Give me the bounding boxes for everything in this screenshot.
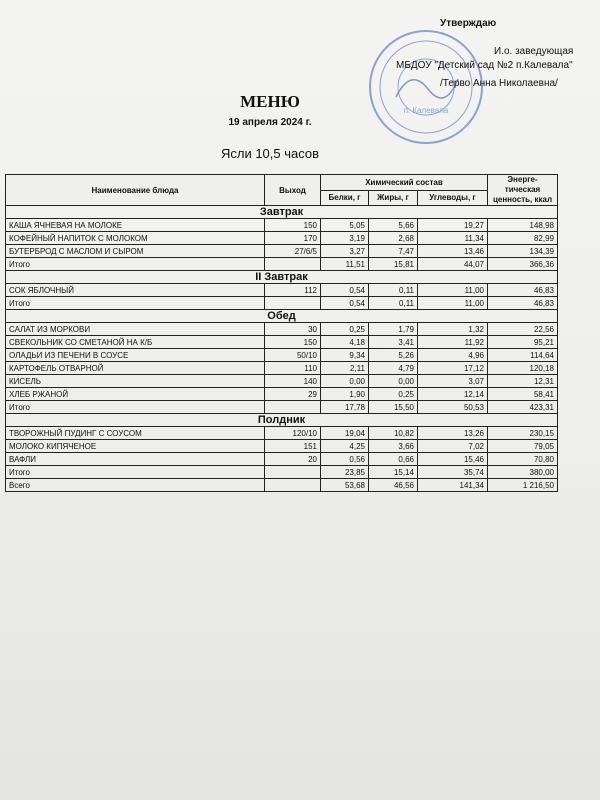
dish-yield: 30	[265, 323, 321, 336]
total-energy: 366,36	[488, 258, 558, 271]
total-carbs: 50,53	[418, 401, 488, 414]
approver-name: /Терво Анна Николаевна/	[440, 78, 558, 89]
header-chem: Химический состав	[321, 175, 488, 191]
dish-carbs: 11,92	[418, 336, 488, 349]
age-group: Ясли 10,5 часов	[220, 146, 320, 161]
total-yield-empty	[265, 258, 321, 271]
grand-total-energy: 1 216,50	[488, 479, 558, 492]
dish-protein: 2,11	[321, 362, 369, 375]
dish-carbs: 12,14	[418, 388, 488, 401]
table-row	[6, 232, 558, 245]
dish-protein: 3,27	[321, 245, 369, 258]
dish-yield: 151	[265, 440, 321, 453]
section-header	[6, 310, 558, 323]
dish-protein: 4,18	[321, 336, 369, 349]
dish-fat: 0,25	[369, 388, 418, 401]
grand-total-row	[6, 479, 558, 492]
total-yield-empty	[265, 401, 321, 414]
table-row	[6, 440, 558, 453]
dish-energy: 120,18	[488, 362, 558, 375]
dish-energy: 134,39	[488, 245, 558, 258]
dish-name: СОК ЯБЛОЧНЫЙ	[6, 284, 265, 297]
dish-protein: 0,54	[321, 284, 369, 297]
total-protein: 23,85	[321, 466, 369, 479]
total-label: Итого	[6, 466, 265, 479]
total-fat: 15,50	[369, 401, 418, 414]
total-protein: 17,78	[321, 401, 369, 414]
table-row	[6, 284, 558, 297]
dish-carbs: 11,00	[418, 284, 488, 297]
section-title: Обед	[6, 310, 558, 323]
dish-yield: 29	[265, 388, 321, 401]
dish-fat: 5,66	[369, 219, 418, 232]
menu-table	[5, 174, 558, 492]
total-label: Итого	[6, 258, 265, 271]
dish-name: ХЛЕБ РЖАНОЙ	[6, 388, 265, 401]
dish-yield: 150	[265, 336, 321, 349]
dish-yield: 140	[265, 375, 321, 388]
dish-name: ТВОРОЖНЫЙ ПУДИНГ С СОУСОМ	[6, 427, 265, 440]
dish-name: САЛАТ ИЗ МОРКОВИ	[6, 323, 265, 336]
section-header	[6, 414, 558, 427]
total-fat: 0,11	[369, 297, 418, 310]
header-dish: Наименование блюда	[6, 175, 265, 206]
stamp-text: п. Калевала	[403, 106, 449, 115]
dish-carbs: 4,96	[418, 349, 488, 362]
section-title: Полдник	[6, 414, 558, 427]
dish-carbs: 11,34	[418, 232, 488, 245]
menu-body	[6, 206, 558, 492]
approval-heading: Утверждаю	[440, 18, 497, 29]
dish-fat: 5,26	[369, 349, 418, 362]
dish-protein: 0,56	[321, 453, 369, 466]
table-row	[6, 427, 558, 440]
total-yield-empty	[265, 297, 321, 310]
header-protein: Белки, г	[321, 190, 369, 206]
dish-fat: 0,66	[369, 453, 418, 466]
header-energy: Энерге-тическая ценность, ккал	[488, 175, 558, 206]
dish-fat: 4,79	[369, 362, 418, 375]
total-energy: 46,83	[488, 297, 558, 310]
dish-protein: 3,19	[321, 232, 369, 245]
total-fat: 15,81	[369, 258, 418, 271]
table-row	[6, 323, 558, 336]
dish-fat: 0,00	[369, 375, 418, 388]
dish-fat: 0,11	[369, 284, 418, 297]
section-title: Завтрак	[6, 206, 558, 219]
section-total-row	[6, 401, 558, 414]
dish-energy: 95,21	[488, 336, 558, 349]
table-row	[6, 349, 558, 362]
section-total-row	[6, 258, 558, 271]
section-total-row	[6, 466, 558, 479]
dish-protein: 1,90	[321, 388, 369, 401]
table-row	[6, 219, 558, 232]
dish-fat: 2,68	[369, 232, 418, 245]
dish-name: ВАФЛИ	[6, 453, 265, 466]
dish-fat: 7,47	[369, 245, 418, 258]
dish-name: КАША ЯЧНЕВАЯ НА МОЛОКЕ	[6, 219, 265, 232]
total-label: Итого	[6, 297, 265, 310]
approver-organization: МБДОУ "Детский сад №2 п.Калевала"	[396, 60, 573, 71]
dish-energy: 114,64	[488, 349, 558, 362]
dish-fat: 1,79	[369, 323, 418, 336]
dish-name: БУТЕРБРОД С МАСЛОМ И СЫРОМ	[6, 245, 265, 258]
section-header	[6, 206, 558, 219]
dish-protein: 4,25	[321, 440, 369, 453]
table-row	[6, 375, 558, 388]
dish-yield: 170	[265, 232, 321, 245]
table-row	[6, 453, 558, 466]
dish-energy: 58,41	[488, 388, 558, 401]
total-fat: 15,14	[369, 466, 418, 479]
total-carbs: 35,74	[418, 466, 488, 479]
dish-fat: 10,82	[369, 427, 418, 440]
dish-protein: 19,04	[321, 427, 369, 440]
table-row	[6, 336, 558, 349]
grand-total-label: Всего	[6, 479, 265, 492]
table-row	[6, 245, 558, 258]
dish-protein: 9,34	[321, 349, 369, 362]
dish-name: КИСЕЛЬ	[6, 375, 265, 388]
dish-yield: 150	[265, 219, 321, 232]
dish-energy: 230,15	[488, 427, 558, 440]
dish-yield: 20	[265, 453, 321, 466]
dish-yield: 110	[265, 362, 321, 375]
dish-yield: 50/10	[265, 349, 321, 362]
dish-energy: 12,31	[488, 375, 558, 388]
dish-name: МОЛОКО КИПЯЧЕНОЕ	[6, 440, 265, 453]
dish-yield: 120/10	[265, 427, 321, 440]
dish-energy: 82,99	[488, 232, 558, 245]
dish-energy: 70,80	[488, 453, 558, 466]
total-protein: 0,54	[321, 297, 369, 310]
dish-carbs: 19,27	[418, 219, 488, 232]
dish-name: СВЕКОЛЬНИК СО СМЕТАНОЙ НА К/Б	[6, 336, 265, 349]
dish-carbs: 17,12	[418, 362, 488, 375]
section-total-row	[6, 297, 558, 310]
section-title: II Завтрак	[6, 271, 558, 284]
header-fat: Жиры, г	[369, 190, 418, 206]
dish-yield: 112	[265, 284, 321, 297]
approver-role: И.о. заведующая	[494, 46, 574, 57]
grand-total-protein: 53,68	[321, 479, 369, 492]
grand-total-fat: 46,56	[369, 479, 418, 492]
total-energy: 423,31	[488, 401, 558, 414]
dish-carbs: 1,32	[418, 323, 488, 336]
dish-yield: 27/6/5	[265, 245, 321, 258]
total-protein: 11,51	[321, 258, 369, 271]
table-row	[6, 388, 558, 401]
dish-carbs: 13,46	[418, 245, 488, 258]
dish-carbs: 15,46	[418, 453, 488, 466]
dish-name: ОЛАДЬИ ИЗ ПЕЧЕНИ В СОУСЕ	[6, 349, 265, 362]
grand-total-carbs: 141,34	[418, 479, 488, 492]
grand-total-yield-empty	[265, 479, 321, 492]
total-label: Итого	[6, 401, 265, 414]
dish-protein: 0,25	[321, 323, 369, 336]
section-header	[6, 271, 558, 284]
dish-carbs: 13,26	[418, 427, 488, 440]
dish-protein: 5,05	[321, 219, 369, 232]
dish-energy: 79,05	[488, 440, 558, 453]
dish-protein: 0,00	[321, 375, 369, 388]
dish-fat: 3,66	[369, 440, 418, 453]
header-yield: Выход	[265, 175, 321, 206]
total-energy: 380,00	[488, 466, 558, 479]
dish-energy: 148,98	[488, 219, 558, 232]
menu-date: 19 апреля 2024 г.	[228, 117, 312, 128]
dish-energy: 22,56	[488, 323, 558, 336]
table-row	[6, 362, 558, 375]
header-carbs: Углеводы, г	[418, 190, 488, 206]
dish-fat: 3,41	[369, 336, 418, 349]
total-yield-empty	[265, 466, 321, 479]
page-title: МЕНЮ	[240, 92, 300, 111]
total-carbs: 44,07	[418, 258, 488, 271]
total-carbs: 11,00	[418, 297, 488, 310]
dish-name: КАРТОФЕЛЬ ОТВАРНОЙ	[6, 362, 265, 375]
dish-energy: 46,83	[488, 284, 558, 297]
dish-carbs: 3,07	[418, 375, 488, 388]
dish-name: КОФЕЙНЫЙ НАПИТОК С МОЛОКОМ	[6, 232, 265, 245]
dish-carbs: 7,02	[418, 440, 488, 453]
